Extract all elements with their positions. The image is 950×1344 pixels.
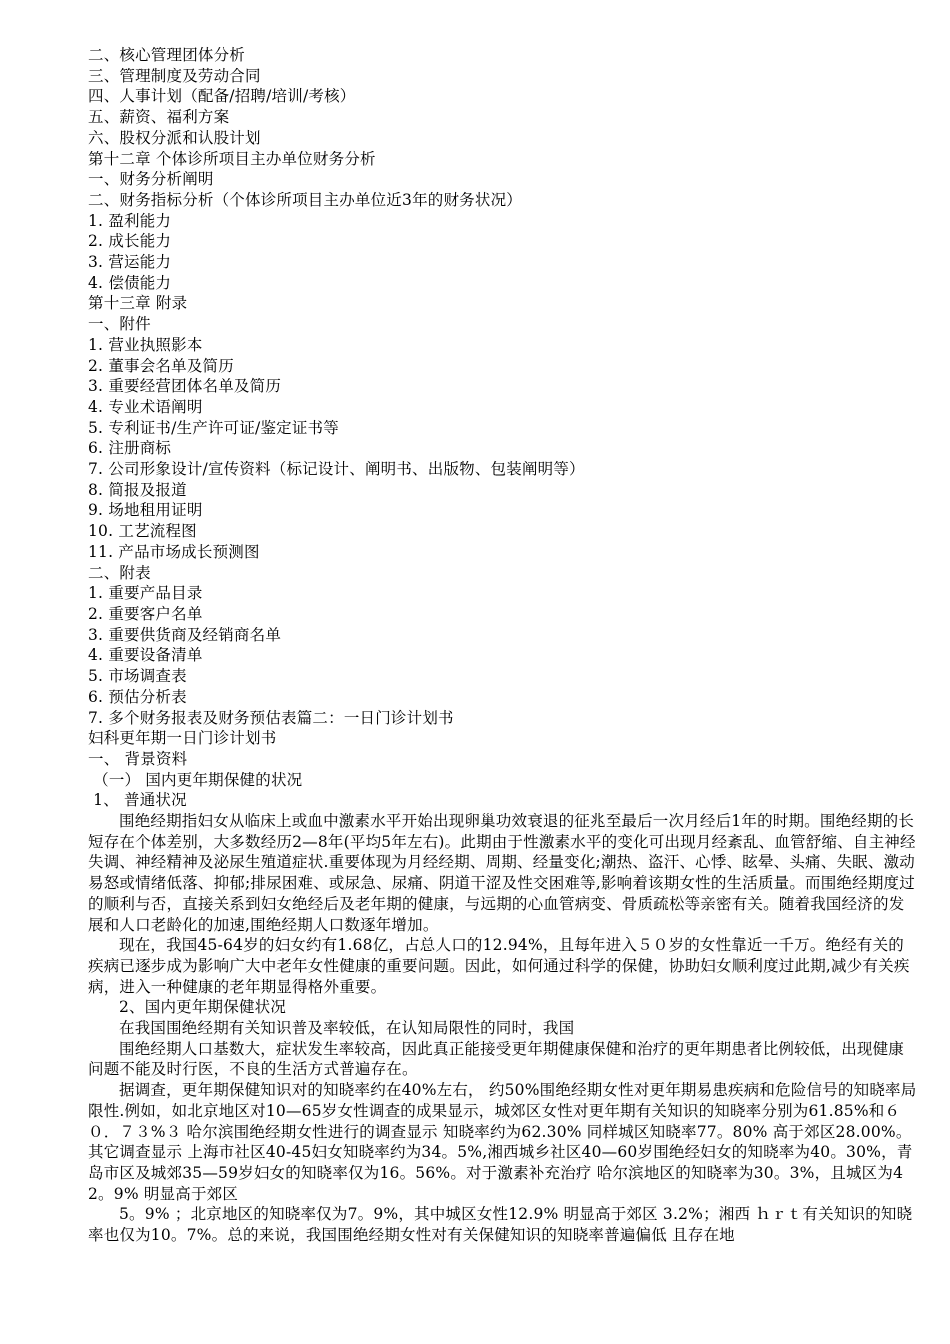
document-body [88, 45, 918, 1246]
list-item: 7. 公司形象设计/宣传资料（标记设计、阐明书、出版物、包装阐明等） [88, 460, 585, 479]
paragraph: 现在，我国45-64岁的妇女约有1.68亿，占总人口的12.94%，且每年进入５０岁的女性靠近一千万。绝经有关的疾病已逐步成为影响广大中老年女性健康的重要问题。因此，如何通过科学的保健，协助妇女顺利度过此期,减少有关疾病，进入一种健康的老年期显得格外重要。 [88, 936, 910, 996]
text-line: 三、管理制度及劳动合同 [88, 66, 261, 85]
list-item: 3. 营运能力 [88, 253, 172, 272]
list-item: 3. 重要供货商及经销商名单 [88, 625, 282, 644]
list-item: 1. 重要产品目录 [88, 584, 203, 603]
section-heading: 一、 背景资料 [88, 749, 188, 768]
subsection-heading: 2、国内更年期保健状况 [119, 998, 287, 1017]
section-heading: 二、附表 [88, 563, 151, 582]
list-item: 11. 产品市场成长预测图 [88, 542, 260, 561]
list-item: 3. 重要经营团体名单及简历 [88, 377, 282, 396]
chapter-heading: 第十三章 附录 [88, 294, 188, 313]
document-title: 妇科更年期一日门诊计划书 [88, 729, 277, 748]
text-line: 六、股权分派和认股计划 [88, 128, 261, 147]
subsection-heading: （一） 国内更年期保健的状况 [88, 770, 303, 789]
list-item: 5. 专利证书/生产许可证/鉴定证书等 [88, 418, 339, 437]
section-heading: 二、财务指标分析（个体诊所项目主办单位近3年的财务状况） [88, 190, 522, 209]
chapter-heading: 第十二章 个体诊所项目主办单位财务分析 [88, 149, 376, 168]
paragraph: 据调查，更年期保健知识对的知晓率约在40%左右， 约50%围绝经期女性对更年期易患疾病和危险信号的知晓率局限性.例如，如北京地区对10—65岁女性调查的成果显示，城郊区女性对更年期有关知识的知晓率分别为61.85%和６０．７３%３ 哈尔滨围绝经期女性进行的调查显示 知晓率约为62.30% 同样城区知晓率77。80% 高于郊区28.00%。其它调查显示 上海市社区40-45妇女知晓率约为34。5%,湘西城乡社区40—60岁围绝经妇女的知晓率为40。30%，青岛市区及城郊35—59岁妇女的知晓率仅为16。56%。对于激素补充治疗 哈尔滨地区的知晓率为30。3%，且城区为42。9% 明显高于郊区 [88, 1081, 917, 1203]
list-item: 1. 盈利能力 [88, 211, 172, 230]
list-item: 9. 场地租用证明 [88, 501, 203, 520]
text-line: 四、人事计划（配备/招聘/培训/考核） [88, 87, 356, 106]
list-item: 1. 营业执照影本 [88, 335, 203, 354]
list-item: 10. 工艺流程图 [88, 522, 197, 541]
list-item: 8. 简报及报道 [88, 480, 187, 499]
text-line: 五、薪资、福利方案 [88, 108, 230, 127]
list-item: 2. 重要客户名单 [88, 604, 203, 623]
list-item: 4. 重要设备清单 [88, 646, 203, 665]
paragraph: 在我国围绝经期有关知识普及率较低，在认知局限性的同时，我国 [119, 1019, 575, 1038]
list-item: 2. 董事会名单及简历 [88, 356, 234, 375]
paragraph: 5。9% ；北京地区的知晓率仅为7。9%，其中城区女性12.9% 明显高于郊区 3.2%；湘西 ｈｒｔ有关知识的知晓率也仅为10。7%。总的来说，我国围绝经期女性对有关保健知识的知晓率普遍偏低 且存在地 [88, 1205, 913, 1245]
list-item: 7. 多个财务报表及财务预估表篇二：一日门诊计划书 [88, 708, 454, 727]
list-item: 4. 偿债能力 [88, 273, 172, 292]
subsection-heading: 1、 普通状况 [88, 791, 187, 810]
list-item: 6. 注册商标 [88, 439, 172, 458]
list-item: 2. 成长能力 [88, 232, 172, 251]
paragraph: 围绝经期指妇女从临床上或血中激素水平开始出现卵巢功效衰退的征兆至最后一次月经后1年的时期。围绝经期的长短存在个体差别，大多数经历2—8年(平均5年左右)。此期由于性激素水平的变化可出现月经紊乱、血管舒缩、自主神经失调、神经精神及泌尿生殖道症状.重要体现为月经经期、周期、经量变化;潮热、盗汗、心悸、眩晕、头痛、失眠、激动易怒或情绪低落、抑郁;排尿困难、或尿急、尿痛、阴道干涩及性交困难等,影响着该期女性的生活质量。而围绝经期度过的顺利与否，直接关系到妇女绝经后及老年期的健康，与远期的心血管病变、骨质疏松等亲密有关。随着我国经济的发展和人口老龄化的加速,围绝经期人口数逐年增加。 [88, 812, 916, 934]
list-item: 4. 专业术语阐明 [88, 397, 203, 416]
text-line: 二、核心管理团体分析 [88, 46, 246, 64]
list-item: 5. 市场调查表 [88, 667, 187, 686]
paragraph: 围绝经期人口基数大，症状发生率较高，因此真正能接受更年期健康保健和治疗的更年期患者比例较低，出现健康问题不能及时行医，不良的生活方式普遍存在。 [88, 1039, 905, 1079]
list-item: 6. 预估分析表 [88, 687, 187, 706]
section-heading: 一、附件 [88, 315, 151, 334]
section-heading: 一、财务分析阐明 [88, 170, 214, 189]
